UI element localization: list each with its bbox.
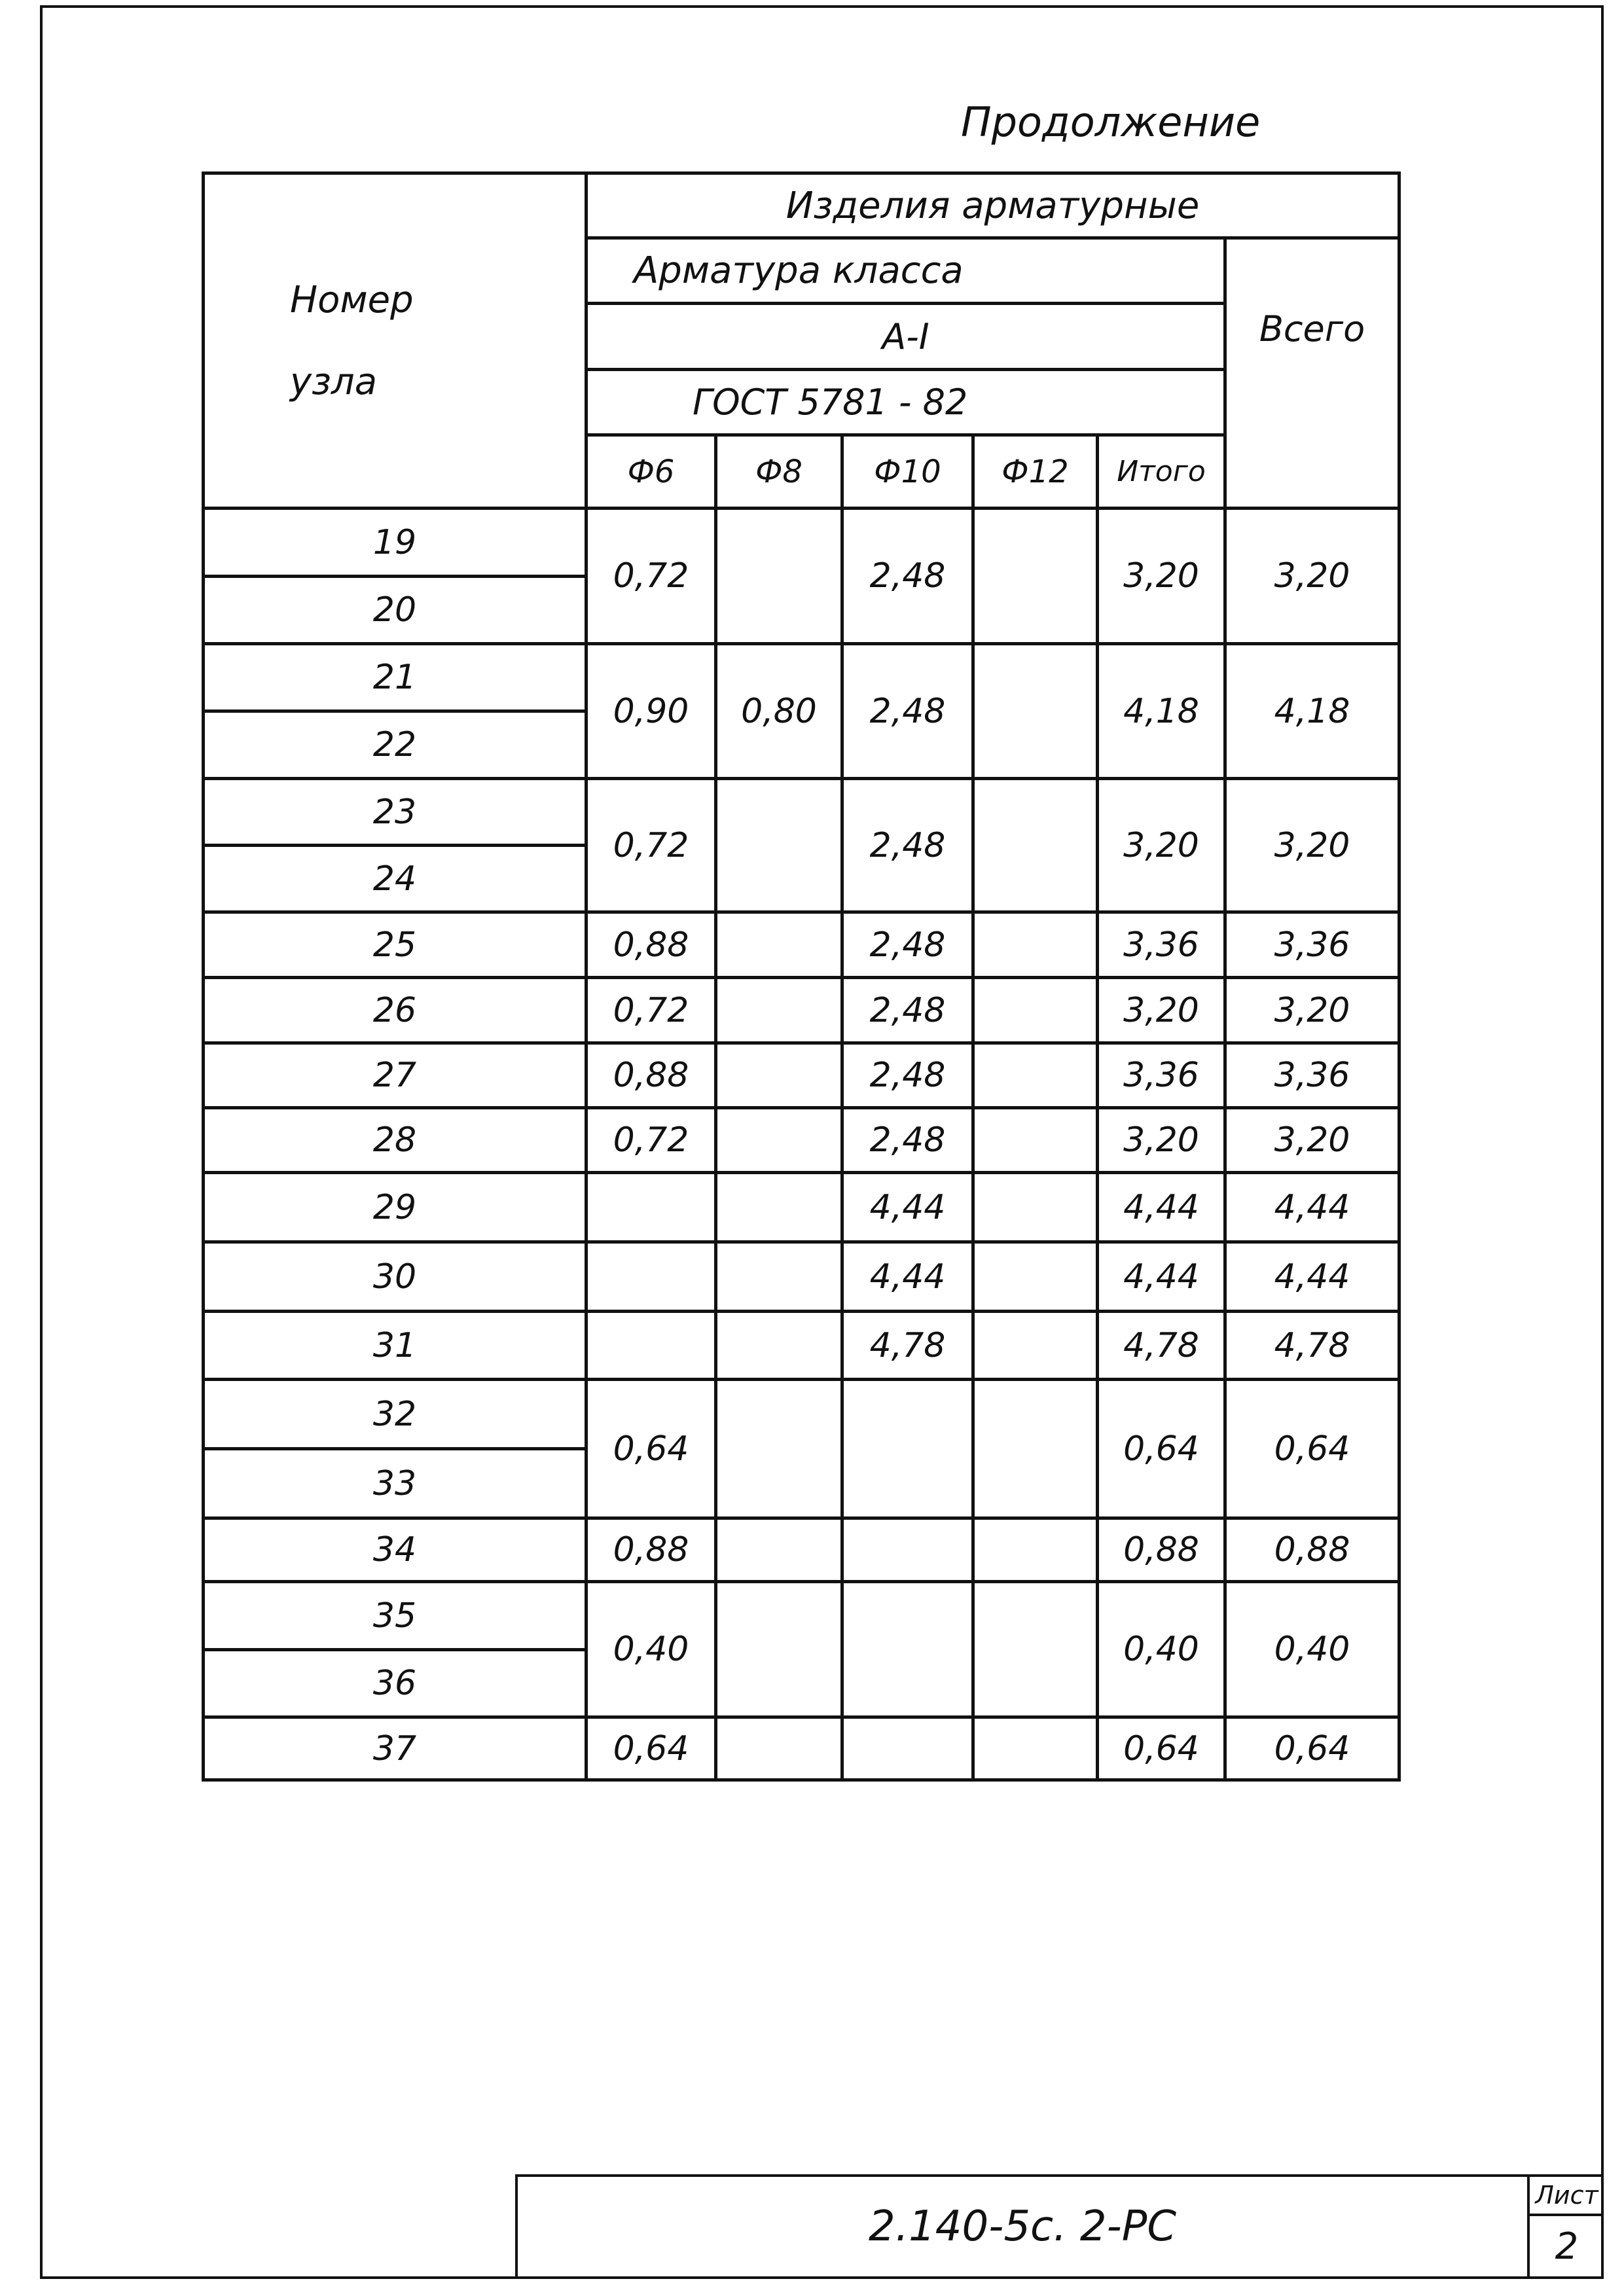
cell-d8 [716, 912, 842, 978]
cell-d6 [586, 1173, 716, 1242]
table-row [204, 779, 1399, 846]
cell-d6: 0,88 [586, 1043, 716, 1108]
table-row [204, 644, 1399, 711]
sheet-number: 2 [1555, 2225, 1579, 2268]
total-header: Всего [1225, 238, 1399, 509]
node-number: 23 [204, 779, 586, 846]
cell-d10: 4,44 [842, 1173, 973, 1242]
table-row [204, 1242, 1399, 1312]
col-header-d8: Ф8 [716, 435, 842, 509]
standard-header: ГОСТ 5781 - 82 [586, 370, 1225, 435]
rebar-specification-table [202, 171, 1401, 1782]
cell-d8 [716, 1242, 842, 1312]
title-block [515, 2174, 1601, 2276]
cell-total: 0,88 [1225, 1518, 1399, 1582]
table-row [204, 1518, 1399, 1582]
cell-d12 [973, 1518, 1098, 1582]
cell-total: 0,64 [1225, 1717, 1399, 1780]
cell-total: 3,36 [1225, 912, 1399, 978]
cell-d8 [716, 779, 842, 912]
cell-d12 [973, 1108, 1098, 1173]
node-number: 26 [204, 978, 586, 1043]
cell-d6: 0,90 [586, 644, 716, 779]
cell-d8 [716, 1108, 842, 1173]
col-header-d12: Ф12 [973, 435, 1098, 509]
cell-d8 [716, 1717, 842, 1780]
cell-subtotal: 4,44 [1098, 1173, 1225, 1242]
table-row [204, 1173, 1399, 1242]
cell-d10: 2,48 [842, 1043, 973, 1108]
node-number-label-line2: узла [290, 360, 378, 403]
cell-total: 4,44 [1225, 1173, 1399, 1242]
cell-d8 [716, 978, 842, 1043]
cell-subtotal: 4,44 [1098, 1242, 1225, 1312]
cell-d12 [973, 1043, 1098, 1108]
table-row [204, 1380, 1399, 1449]
node-number: 21 [204, 644, 586, 711]
document-code: 2.140-5с. 2-РС [869, 2202, 1176, 2251]
cell-total: 3,20 [1225, 509, 1399, 644]
cell-d10: 2,48 [842, 978, 973, 1043]
node-number: 34 [204, 1518, 586, 1582]
cell-d12 [973, 1582, 1098, 1717]
cell-d12 [973, 1312, 1098, 1380]
cell-d6: 0,64 [586, 1380, 716, 1518]
col-header-d10: Ф10 [842, 435, 973, 509]
cell-d8 [716, 1173, 842, 1242]
sheet-box [1527, 2177, 1604, 2276]
continuation-heading: Продолжение [961, 98, 1261, 146]
node-number: 36 [204, 1650, 586, 1717]
table-row [204, 1717, 1399, 1780]
cell-d10: 2,48 [842, 509, 973, 644]
cell-d10: 2,48 [842, 1108, 973, 1173]
cell-total: 3,20 [1225, 1108, 1399, 1173]
cell-subtotal: 3,36 [1098, 1043, 1225, 1108]
table-row [204, 1582, 1399, 1650]
cell-total: 4,78 [1225, 1312, 1399, 1380]
rebar-class-header: Арматура класса [586, 238, 1225, 304]
cell-d10: 2,48 [842, 779, 973, 912]
cell-subtotal: 3,36 [1098, 912, 1225, 978]
node-number: 22 [204, 711, 586, 779]
cell-d8 [716, 1312, 842, 1380]
node-number: 29 [204, 1173, 586, 1242]
cell-d12 [973, 779, 1098, 912]
cell-d6: 0,72 [586, 779, 716, 912]
cell-d6: 0,72 [586, 509, 716, 644]
cell-d10 [842, 1717, 973, 1780]
cell-d12 [973, 1173, 1098, 1242]
cell-total: 4,44 [1225, 1242, 1399, 1312]
cell-total: 3,20 [1225, 779, 1399, 912]
cell-d12 [973, 644, 1098, 779]
node-number: 28 [204, 1108, 586, 1173]
product-group-header: Изделия арматурные [586, 173, 1399, 238]
cell-d8 [716, 1380, 842, 1518]
cell-total: 4,18 [1225, 644, 1399, 779]
cell-d10: 2,48 [842, 912, 973, 978]
sheet-label: Лист [1530, 2177, 1604, 2216]
cell-d8 [716, 509, 842, 644]
cell-d6: 0,88 [586, 912, 716, 978]
cell-d12 [973, 1717, 1098, 1780]
cell-d10: 2,48 [842, 644, 973, 779]
cell-d12 [973, 509, 1098, 644]
node-number: 20 [204, 577, 586, 644]
cell-d12 [973, 1242, 1098, 1312]
cell-subtotal: 0,64 [1098, 1380, 1225, 1518]
node-number: 30 [204, 1242, 586, 1312]
col-header-d6: Ф6 [586, 435, 716, 509]
node-number: 27 [204, 1043, 586, 1108]
cell-d6: 0,72 [586, 1108, 716, 1173]
cell-subtotal: 3,20 [1098, 1108, 1225, 1173]
node-number: 37 [204, 1717, 586, 1780]
cell-total: 3,20 [1225, 978, 1399, 1043]
table-row [204, 1043, 1399, 1108]
cell-d10 [842, 1380, 973, 1518]
cell-d12 [973, 978, 1098, 1043]
class-code-header: А-I [586, 304, 1225, 370]
cell-d12 [973, 1380, 1098, 1518]
node-number-label-line1: Номер [290, 278, 414, 321]
cell-d10: 4,78 [842, 1312, 973, 1380]
node-number: 33 [204, 1449, 586, 1518]
cell-total: 0,64 [1225, 1380, 1399, 1518]
cell-subtotal: 0,88 [1098, 1518, 1225, 1582]
node-number: 35 [204, 1582, 586, 1650]
node-number: 31 [204, 1312, 586, 1380]
cell-subtotal: 3,20 [1098, 978, 1225, 1043]
table-row [204, 912, 1399, 978]
cell-d6 [586, 1312, 716, 1380]
cell-d6: 0,40 [586, 1582, 716, 1717]
cell-d6: 0,88 [586, 1518, 716, 1582]
node-number-header [204, 173, 586, 509]
cell-d8: 0,80 [716, 644, 842, 779]
table-row [204, 509, 1399, 577]
cell-d8 [716, 1518, 842, 1582]
cell-total: 3,36 [1225, 1043, 1399, 1108]
table-row [204, 1312, 1399, 1380]
cell-d10 [842, 1518, 973, 1582]
table-body [204, 509, 1399, 1780]
cell-subtotal: 0,40 [1098, 1582, 1225, 1717]
cell-d10: 4,44 [842, 1242, 973, 1312]
node-number: 24 [204, 846, 586, 912]
node-number: 25 [204, 912, 586, 978]
cell-subtotal: 3,20 [1098, 779, 1225, 912]
cell-d8 [716, 1043, 842, 1108]
cell-total: 0,40 [1225, 1582, 1399, 1717]
table-header [204, 173, 1399, 509]
table-row [204, 978, 1399, 1043]
cell-d6: 0,64 [586, 1717, 716, 1780]
cell-d10 [842, 1582, 973, 1717]
cell-subtotal: 4,18 [1098, 644, 1225, 779]
cell-subtotal: 3,20 [1098, 509, 1225, 644]
node-number: 19 [204, 509, 586, 577]
col-header-subtotal: Итого [1098, 435, 1225, 509]
cell-subtotal: 4,78 [1098, 1312, 1225, 1380]
cell-d12 [973, 912, 1098, 978]
cell-d6 [586, 1242, 716, 1312]
cell-d8 [716, 1582, 842, 1717]
cell-d6: 0,72 [586, 978, 716, 1043]
table-row [204, 1108, 1399, 1173]
cell-subtotal: 0,64 [1098, 1717, 1225, 1780]
node-number: 32 [204, 1380, 586, 1449]
